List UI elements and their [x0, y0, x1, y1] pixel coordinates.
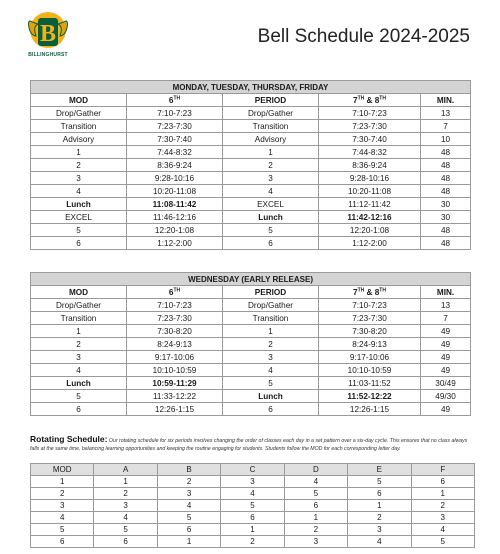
- col-header-min: MIN.: [421, 94, 471, 107]
- cell-t6: 11:08-11:42: [127, 198, 223, 211]
- rotation-cell: 3: [157, 488, 220, 500]
- rotation-header-cell: MOD: [31, 464, 94, 476]
- cell-mod: 5: [31, 224, 127, 237]
- cell-t6: 9:28-10:16: [127, 172, 223, 185]
- cell-t78: 7:23-7:30: [319, 120, 421, 133]
- rotation-cell: 2: [348, 512, 411, 524]
- cell-min: 49: [421, 403, 471, 416]
- cell-min: 7: [421, 120, 471, 133]
- cell-mod: EXCEL: [31, 211, 127, 224]
- cell-min: 49: [421, 338, 471, 351]
- rotation-cell: 2: [284, 524, 347, 536]
- rotation-cell: 2: [94, 488, 157, 500]
- rotation-cell: 2: [157, 476, 220, 488]
- rotation-row: [31, 536, 475, 548]
- rotation-cell: 2: [221, 536, 284, 548]
- cell-t78: 1:12-2:00: [319, 237, 421, 250]
- col-header-mod: MOD: [31, 94, 127, 107]
- rotation-header-cell: A: [94, 464, 157, 476]
- cell-min: 13: [421, 107, 471, 120]
- rotation-cell: 1: [157, 536, 220, 548]
- rotation-header-row: [31, 464, 475, 476]
- cell-t6: 9:17-10:06: [127, 351, 223, 364]
- cell-mod: Transition: [31, 120, 127, 133]
- cell-t78: 10:10-10:59: [319, 364, 421, 377]
- col-header-grade78: 7TH & 8TH: [319, 94, 421, 107]
- table-row: [31, 185, 471, 198]
- table-row: [31, 237, 471, 250]
- cell-t6: 7:44-8:32: [127, 146, 223, 159]
- rotation-text: Our rotating schedule for six periods involves changing the order of classes each day in a set pattern over a six-day cycle. This ensures that no class always falls at the same time, balancing learning opportunities and keeping the routine engaging for students. Students follow the MOD for each corresponding letter day.: [30, 438, 468, 452]
- rotation-cell: 5: [94, 524, 157, 536]
- table-row: [31, 159, 471, 172]
- cell-min: 48: [421, 172, 471, 185]
- rotation-cell: 3: [348, 524, 411, 536]
- cell-min: 30: [421, 211, 471, 224]
- table-row: [31, 133, 471, 146]
- cell-t6: 7:10-7:23: [127, 107, 223, 120]
- cell-t6: 10:59-11:29: [127, 377, 223, 390]
- svg-text:B: B: [39, 21, 57, 47]
- cell-period: Advisory: [223, 133, 319, 146]
- table-row: [31, 364, 471, 377]
- page-header: [0, 0, 500, 62]
- cell-period: 2: [223, 159, 319, 172]
- rotation-cell: 4: [31, 512, 94, 524]
- cell-t78: 7:44-8:32: [319, 146, 421, 159]
- rotation-cell: 2: [31, 488, 94, 500]
- table-row: [31, 198, 471, 211]
- cell-mod: 4: [31, 185, 127, 198]
- cell-period: 2: [223, 338, 319, 351]
- cell-t78: 12:26-1:15: [319, 403, 421, 416]
- col-header-grade78: 7TH & 8TH: [319, 286, 421, 299]
- cell-mod: Transition: [31, 312, 127, 325]
- col-header-grade6: 6TH: [127, 286, 223, 299]
- rotation-header-cell: C: [221, 464, 284, 476]
- cell-mod: Lunch: [31, 198, 127, 211]
- rotation-cell: 5: [284, 488, 347, 500]
- cell-t78: 10:20-11:08: [319, 185, 421, 198]
- rotation-cell: 1: [31, 476, 94, 488]
- cell-mod: Lunch: [31, 377, 127, 390]
- cell-period: 1: [223, 325, 319, 338]
- cell-t78: 7:30-7:40: [319, 133, 421, 146]
- cell-t78: 11:12-11:42: [319, 198, 421, 211]
- rotation-cell: 3: [411, 512, 474, 524]
- cell-period: 3: [223, 351, 319, 364]
- cell-period: 3: [223, 172, 319, 185]
- rotation-cell: 1: [411, 488, 474, 500]
- cell-period: 4: [223, 185, 319, 198]
- col-header-period: PERIOD: [223, 286, 319, 299]
- table-row: [31, 107, 471, 120]
- table-row: [31, 351, 471, 364]
- cell-period: EXCEL: [223, 198, 319, 211]
- cell-t6: 7:30-8:20: [127, 325, 223, 338]
- cell-min: 7: [421, 312, 471, 325]
- cell-min: 48: [421, 185, 471, 198]
- rotation-cell: 4: [94, 512, 157, 524]
- cell-min: 48: [421, 159, 471, 172]
- table-row: [31, 224, 471, 237]
- rotation-cell: 3: [31, 500, 94, 512]
- cell-min: 49: [421, 364, 471, 377]
- cell-min: 30/49: [421, 377, 471, 390]
- cell-t78: 7:10-7:23: [319, 299, 421, 312]
- table-row: [31, 390, 471, 403]
- cell-period: 6: [223, 403, 319, 416]
- rotation-label: Rotating Schedule:: [30, 434, 108, 444]
- cell-min: 48: [421, 146, 471, 159]
- cell-t78: 7:23-7:30: [319, 312, 421, 325]
- cell-mod: Drop/Gather: [31, 107, 127, 120]
- rotation-row: [31, 476, 475, 488]
- rotation-table: [30, 463, 475, 548]
- cell-mod: 1: [31, 325, 127, 338]
- rotation-header-cell: F: [411, 464, 474, 476]
- table-row: [31, 172, 471, 185]
- rotation-cell: 3: [94, 500, 157, 512]
- col-header-min: MIN.: [421, 286, 471, 299]
- table-row: [31, 299, 471, 312]
- rotation-row: [31, 500, 475, 512]
- rotation-cell: 5: [348, 476, 411, 488]
- rotation-cell: 5: [157, 512, 220, 524]
- cell-min: 48: [421, 237, 471, 250]
- rotation-cell: 4: [411, 524, 474, 536]
- cell-period: 5: [223, 224, 319, 237]
- table-row: [31, 377, 471, 390]
- cell-mod: Drop/Gather: [31, 299, 127, 312]
- rotation-cell: 1: [221, 524, 284, 536]
- cell-t6: 12:20-1:08: [127, 224, 223, 237]
- cell-mod: 5: [31, 390, 127, 403]
- cell-t6: 7:10-7:23: [127, 299, 223, 312]
- cell-t6: 7:30-7:40: [127, 133, 223, 146]
- cell-mod: 2: [31, 338, 127, 351]
- billinghurst-ram-logo: [24, 10, 72, 56]
- rotation-cell: 5: [221, 500, 284, 512]
- page-title: Bell Schedule 2024-2025: [257, 26, 470, 47]
- cell-mod: 4: [31, 364, 127, 377]
- rotation-cell: 4: [284, 476, 347, 488]
- table-row: [31, 211, 471, 224]
- rotation-cell: 1: [284, 512, 347, 524]
- regular-schedule-table: [30, 80, 471, 250]
- cell-min: 13: [421, 299, 471, 312]
- rotation-header-cell: E: [348, 464, 411, 476]
- cell-mod: 3: [31, 172, 127, 185]
- table-banner: MONDAY, TUESDAY, THURSDAY, FRIDAY: [31, 81, 471, 94]
- cell-period: Drop/Gather: [223, 107, 319, 120]
- rotation-cell: 4: [157, 500, 220, 512]
- cell-t78: 8:36-9:24: [319, 159, 421, 172]
- cell-period: Drop/Gather: [223, 299, 319, 312]
- cell-t6: 11:46-12:16: [127, 211, 223, 224]
- cell-t78: 12:20-1:08: [319, 224, 421, 237]
- rotation-cell: 4: [221, 488, 284, 500]
- col-header-period: PERIOD: [223, 94, 319, 107]
- cell-period: Lunch: [223, 211, 319, 224]
- cell-t6: 12:26-1:15: [127, 403, 223, 416]
- cell-period: 5: [223, 377, 319, 390]
- cell-period: Transition: [223, 312, 319, 325]
- cell-period: 6: [223, 237, 319, 250]
- rotation-row: [31, 524, 475, 536]
- cell-t6: 7:23-7:30: [127, 120, 223, 133]
- cell-t6: 10:20-11:08: [127, 185, 223, 198]
- rotation-row: [31, 512, 475, 524]
- cell-min: 49: [421, 351, 471, 364]
- table-row: [31, 120, 471, 133]
- logo-wordmark: BILLINGHURST: [28, 52, 68, 58]
- cell-min: 49: [421, 325, 471, 338]
- table-row: [31, 338, 471, 351]
- cell-t78: 11:03-11:52: [319, 377, 421, 390]
- cell-period: Transition: [223, 120, 319, 133]
- rotation-cell: 6: [31, 536, 94, 548]
- rotation-cell: 5: [31, 524, 94, 536]
- rotation-row: [31, 488, 475, 500]
- rotation-description: [30, 436, 475, 453]
- cell-t6: 8:36-9:24: [127, 159, 223, 172]
- cell-mod: 6: [31, 237, 127, 250]
- rotation-cell: 1: [94, 476, 157, 488]
- table-banner: WEDNESDAY (EARLY RELEASE): [31, 273, 471, 286]
- rotation-header-cell: B: [157, 464, 220, 476]
- col-header-mod: MOD: [31, 286, 127, 299]
- cell-mod: 1: [31, 146, 127, 159]
- cell-t78: 7:30-8:20: [319, 325, 421, 338]
- table-row: [31, 403, 471, 416]
- cell-t6: 11:33-12:22: [127, 390, 223, 403]
- table-row: [31, 312, 471, 325]
- rotation-cell: 3: [221, 476, 284, 488]
- table-row: [31, 146, 471, 159]
- rotation-cell: 4: [348, 536, 411, 548]
- rotation-header-cell: D: [284, 464, 347, 476]
- cell-t6: 7:23-7:30: [127, 312, 223, 325]
- cell-mod: 2: [31, 159, 127, 172]
- cell-mod: 6: [31, 403, 127, 416]
- rotation-cell: 2: [411, 500, 474, 512]
- cell-t78: 9:28-10:16: [319, 172, 421, 185]
- rotation-cell: 6: [221, 512, 284, 524]
- cell-min: 49/30: [421, 390, 471, 403]
- rotation-cell: 6: [284, 500, 347, 512]
- cell-min: 10: [421, 133, 471, 146]
- cell-t78: 9:17-10:06: [319, 351, 421, 364]
- cell-t6: 10:10-10:59: [127, 364, 223, 377]
- cell-mod: 3: [31, 351, 127, 364]
- cell-period: 1: [223, 146, 319, 159]
- cell-min: 30: [421, 198, 471, 211]
- rotation-cell: 3: [284, 536, 347, 548]
- cell-t78: 11:52-12:22: [319, 390, 421, 403]
- cell-t78: 8:24-9:13: [319, 338, 421, 351]
- rotation-cell: 1: [348, 500, 411, 512]
- cell-t6: 1:12-2:00: [127, 237, 223, 250]
- rotation-cell: 6: [157, 524, 220, 536]
- rotation-cell: 6: [94, 536, 157, 548]
- early-release-schedule-table: [30, 272, 471, 416]
- rotation-cell: 6: [411, 476, 474, 488]
- cell-t78: 11:42-12:16: [319, 211, 421, 224]
- cell-mod: Advisory: [31, 133, 127, 146]
- col-header-grade6: 6TH: [127, 94, 223, 107]
- rotation-cell: 6: [348, 488, 411, 500]
- rotation-cell: 5: [411, 536, 474, 548]
- cell-period: Lunch: [223, 390, 319, 403]
- cell-t6: 8:24-9:13: [127, 338, 223, 351]
- cell-period: 4: [223, 364, 319, 377]
- table-row: [31, 325, 471, 338]
- cell-min: 48: [421, 224, 471, 237]
- cell-t78: 7:10-7:23: [319, 107, 421, 120]
